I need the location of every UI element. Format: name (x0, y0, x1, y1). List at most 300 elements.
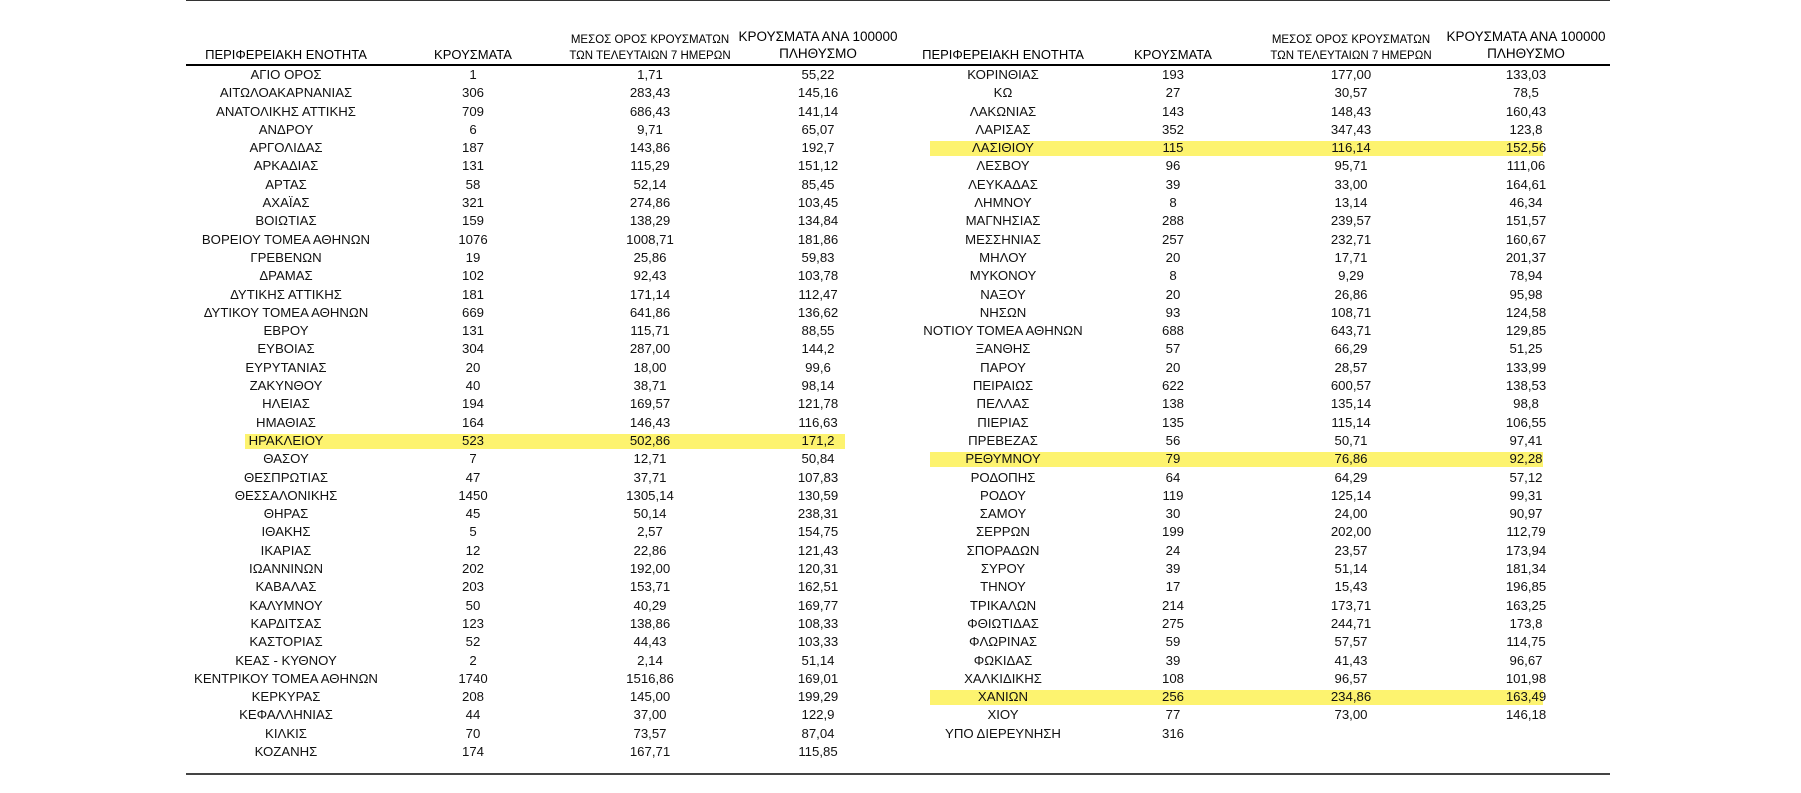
table-row (0, 432, 1801, 450)
avg7-cell: 643,71 (1330, 323, 1372, 339)
table-row (0, 633, 1801, 651)
region-cell: ΚΑΣΤΟΡΙΑΣ (249, 634, 323, 650)
table-row (0, 414, 1801, 432)
per100k-cell: 114,75 (1506, 634, 1546, 650)
per100k-cell: 103,45 (797, 195, 839, 211)
cases-cell: 321 (461, 195, 484, 211)
per100k-cell: 138,53 (1505, 378, 1547, 394)
table-row (0, 286, 1801, 304)
avg7-cell: 95,71 (1334, 158, 1368, 174)
cases-cell: 77 (1165, 707, 1181, 723)
avg7-cell: 239,57 (1330, 213, 1372, 229)
per100k-cell: 101,98 (1505, 670, 1547, 686)
per100k-cell: 107,83 (797, 469, 839, 485)
cases-cell: 288 (1161, 213, 1184, 229)
region-cell: ΘΗΡΑΣ (263, 506, 309, 522)
bottom-rule (186, 773, 1610, 775)
per100k-cell: 141,14 (797, 103, 839, 119)
avg7-cell: 40,29 (633, 597, 667, 613)
table-row (0, 359, 1801, 377)
region-cell: ΛΑΡΙΣΑΣ (975, 121, 1031, 137)
per100k-cell: 85,45 (801, 176, 835, 192)
region-cell: ΣΥΡΟΥ (980, 561, 1026, 577)
per100k-cell: 196,85 (1505, 579, 1547, 595)
per100k-cell: 133,03 (1505, 67, 1547, 82)
avg7-cell: 116,14 (1331, 140, 1371, 156)
region-cell: ΗΡΑΚΛΕΙΟΥ (248, 432, 324, 448)
avg7-cell: 145,00 (629, 689, 671, 705)
avg7-cell: 138,29 (629, 213, 671, 229)
per100k-cell: 162,51 (797, 579, 839, 595)
cases-cell: 304 (461, 341, 484, 357)
cases-cell: 50 (465, 597, 481, 613)
per100k-cell: 160,67 (1505, 231, 1547, 247)
per100k-cell: 134,84 (797, 213, 839, 229)
avg7-cell: 9,29 (1338, 268, 1364, 284)
cases-cell: 102 (461, 268, 484, 284)
avg7-cell: 73,57 (633, 725, 667, 741)
table-row (0, 597, 1801, 615)
cases-cell: 52 (465, 634, 481, 650)
cases-cell: 203 (461, 579, 484, 595)
per100k-cell: 129,85 (1505, 323, 1547, 339)
region-cell: ΜΗΛΟΥ (979, 249, 1027, 265)
per100k-cell: 57,12 (1509, 469, 1543, 485)
cases-cell: 275 (1161, 615, 1184, 631)
cases-cell: 709 (461, 103, 484, 119)
avg7-cell: 125,14 (1330, 487, 1372, 503)
avg7-cell: 1,71 (637, 67, 663, 82)
cases-cell: 108 (1161, 670, 1184, 686)
avg7-cell: 44,43 (633, 634, 667, 650)
cases-cell: 20 (1165, 359, 1181, 375)
avg7-cell: 108,71 (1330, 304, 1372, 320)
header-per100k-left-line1: ΚΡΟΥΣΜΑΤΑ ΑΝΑ 100000 (738, 29, 898, 44)
per100k-cell: 164,61 (1505, 176, 1547, 192)
table-row (0, 103, 1801, 121)
avg7-cell: 177,00 (1330, 67, 1372, 82)
cases-cell: 159 (461, 213, 484, 229)
region-cell: ΚΟΡΙΝΘΙΑΣ (967, 67, 1039, 82)
region-cell: ΚΕΝΤΡΙΚΟΥ ΤΟΜΕΑ ΑΘΗΝΩΝ (194, 670, 378, 686)
cases-cell: 194 (461, 396, 484, 412)
header-per100k-right-line1: ΚΡΟΥΣΜΑΤΑ ΑΝΑ 100000 (1446, 29, 1606, 44)
region-cell: ΑΓΙΟ ΟΡΟΣ (250, 67, 322, 82)
avg7-cell: 92,43 (633, 268, 667, 284)
region-cell: ΚΑΡΔΙΤΣΑΣ (250, 615, 322, 631)
region-cell: ΚΕΡΚΥΡΑΣ (251, 689, 321, 705)
avg7-cell: 57,57 (1334, 634, 1368, 650)
region-cell: ΡΟΔΟΥ (980, 487, 1026, 503)
per100k-cell: 121,43 (797, 542, 839, 558)
cases-cell: 164 (461, 414, 484, 430)
cases-cell: 8 (1169, 268, 1177, 284)
region-cell: ΛΕΥΚΑΔΑΣ (968, 176, 1038, 192)
cases-cell: 17 (1165, 579, 1181, 595)
region-cell: ΛΕΣΒΟΥ (976, 158, 1030, 174)
avg7-cell: 1305,14 (626, 487, 674, 503)
per100k-cell: 108,33 (797, 615, 839, 631)
avg7-cell: 146,43 (629, 414, 671, 430)
per100k-cell: 120,31 (797, 561, 839, 577)
per100k-cell: 116,63 (798, 414, 838, 430)
table-row (0, 304, 1801, 322)
per100k-cell: 55,22 (801, 67, 835, 82)
per100k-cell: 171,2 (801, 432, 835, 448)
avg7-cell: 171,14 (629, 286, 671, 302)
avg7-cell: 274,86 (629, 195, 671, 211)
per100k-cell: 146,18 (1505, 707, 1547, 723)
cases-cell: 59 (1165, 634, 1181, 650)
per100k-cell: 181,86 (797, 231, 839, 247)
avg7-cell: 96,57 (1334, 670, 1368, 686)
cases-cell: 1076 (458, 231, 488, 247)
avg7-cell: 23,57 (1334, 542, 1368, 558)
cases-cell: 12 (465, 542, 481, 558)
table-row (0, 615, 1801, 633)
region-cell: ΜΥΚΟΝΟΥ (969, 268, 1037, 284)
per100k-cell: 65,07 (801, 121, 835, 137)
per100k-cell: 169,77 (797, 597, 839, 613)
avg7-cell: 22,86 (633, 542, 667, 558)
avg7-cell: 76,86 (1334, 451, 1368, 467)
avg7-cell: 37,00 (633, 707, 667, 723)
region-cell: ΔΥΤΙΚΗΣ ΑΤΤΙΚΗΣ (230, 286, 342, 302)
region-cell: ΛΗΜΝΟΥ (974, 195, 1032, 211)
region-cell: ΛΑΣΙΘΙΟΥ (972, 140, 1034, 156)
per100k-cell: 59,83 (801, 249, 835, 265)
table-row (0, 139, 1801, 157)
avg7-cell: 232,71 (1330, 231, 1372, 247)
per100k-cell: 163,25 (1505, 597, 1547, 613)
cases-cell: 115 (1162, 140, 1184, 156)
table-row (0, 121, 1801, 139)
region-cell: ΑΝΑΤΟΛΙΚΗΣ ΑΤΤΙΚΗΣ (216, 103, 356, 119)
avg7-cell: 234,86 (1330, 689, 1372, 705)
region-cell: ΣΠΟΡΑΔΩΝ (966, 542, 1040, 558)
cases-cell: 93 (1165, 304, 1181, 320)
region-cell: ΠΑΡΟΥ (980, 359, 1026, 375)
table-row (0, 66, 1801, 84)
region-cell: ΧΑΛΚΙΔΙΚΗΣ (964, 670, 1042, 686)
per100k-cell: 98,14 (801, 378, 835, 394)
region-cell: ΙΘΑΚΗΣ (261, 524, 311, 540)
cases-cell: 58 (465, 176, 481, 192)
region-cell: ΤΡΙΚΑΛΩΝ (969, 597, 1037, 613)
region-cell: ΘΕΣΠΡΩΤΙΑΣ (243, 469, 329, 485)
per100k-cell: 133,99 (1505, 359, 1547, 375)
cases-cell: 669 (461, 304, 484, 320)
region-cell: ΑΡΚΑΔΙΑΣ (253, 158, 319, 174)
avg7-cell: 50,14 (633, 506, 667, 522)
region-cell: ΦΛΩΡΙΝΑΣ (968, 634, 1038, 650)
cases-cell: 96 (1165, 158, 1181, 174)
region-cell: ΙΚΑΡΙΑΣ (260, 542, 312, 558)
avg7-cell: 33,00 (1334, 176, 1368, 192)
cases-cell: 8 (1169, 195, 1177, 211)
header-cases-right: ΚΡΟΥΣΜΑΤΑ (1134, 47, 1212, 62)
cases-cell: 208 (461, 689, 484, 705)
region-cell: ΑΙΤΩΛΟΑΚΑΡΝΑΝΙΑΣ (219, 85, 353, 101)
avg7-cell: 135,14 (1330, 396, 1372, 412)
per100k-cell: 136,62 (797, 304, 839, 320)
cases-cell: 688 (1161, 323, 1184, 339)
per100k-cell: 163,49 (1505, 689, 1547, 705)
avg7-cell: 1008,71 (626, 231, 674, 247)
region-cell: ΝΗΣΩΝ (979, 304, 1027, 320)
avg7-cell: 283,43 (629, 85, 671, 101)
avg7-cell: 153,71 (629, 579, 671, 595)
table-row (0, 340, 1801, 358)
avg7-cell: 347,43 (1330, 121, 1372, 137)
per100k-cell: 160,43 (1505, 103, 1547, 119)
region-cell: ΣΕΡΡΩΝ (976, 524, 1030, 540)
table-row (0, 249, 1801, 267)
table-row (0, 578, 1801, 596)
avg7-cell: 17,71 (1334, 249, 1368, 265)
region-cell: ΣΑΜΟΥ (979, 506, 1027, 522)
cases-cell: 187 (461, 140, 484, 156)
cases-cell: 181 (461, 286, 484, 302)
per100k-cell: 121,78 (797, 396, 839, 412)
avg7-cell: 26,86 (1334, 286, 1368, 302)
region-cell: ΡΕΘΥΜΝΟΥ (965, 451, 1041, 467)
avg7-cell: 2,57 (637, 524, 663, 540)
region-cell: ΙΩΑΝΝΙΝΩΝ (249, 561, 323, 577)
table-row (0, 652, 1801, 670)
region-cell: ΠΕΙΡΑΙΩΣ (972, 378, 1034, 394)
per100k-cell: 96,67 (1509, 652, 1543, 668)
header-per100k-left-line2: ΠΛΗΘΥΣΜΟ (779, 46, 857, 61)
per100k-cell: 51,25 (1509, 341, 1543, 357)
cases-cell: 57 (1165, 341, 1181, 357)
region-cell: ΜΑΓΝΗΣΙΑΣ (965, 213, 1041, 229)
region-cell: ΝΟΤΙΟΥ ΤΟΜΕΑ ΑΘΗΝΩΝ (923, 323, 1083, 339)
table-row (0, 212, 1801, 230)
avg7-cell: 115,14 (1331, 414, 1371, 430)
per100k-cell: 99,6 (805, 359, 831, 375)
avg7-cell: 64,29 (1334, 469, 1368, 485)
table-row (0, 706, 1801, 724)
table-row (0, 231, 1801, 249)
cases-cell: 306 (461, 85, 484, 101)
cases-cell: 7 (469, 451, 477, 467)
region-cell: ΑΝΔΡΟΥ (258, 121, 314, 137)
cases-cell: 20 (465, 359, 481, 375)
cases-cell: 20 (1165, 286, 1181, 302)
cases-cell: 45 (465, 506, 481, 522)
avg7-cell: 41,43 (1334, 652, 1368, 668)
region-cell: ΑΧΑΪΑΣ (262, 195, 310, 211)
cases-cell: 193 (1161, 67, 1184, 82)
cases-cell: 20 (1165, 249, 1181, 265)
cases-cell: 2 (469, 652, 477, 668)
region-cell: ΑΡΤΑΣ (265, 176, 307, 192)
avg7-cell: 686,43 (629, 103, 671, 119)
per100k-cell: 201,37 (1505, 249, 1547, 265)
cases-cell: 70 (465, 725, 481, 741)
per100k-cell: 152,56 (1505, 140, 1547, 156)
per100k-cell: 78,5 (1513, 85, 1539, 101)
avg7-cell: 15,43 (1334, 579, 1368, 595)
avg7-cell: 641,86 (629, 304, 671, 320)
header-avg-right-line2: ΤΩΝ ΤΕΛΕΥΤΑΙΩΝ 7 ΗΜΕΡΩΝ (1270, 50, 1432, 62)
table-row (0, 670, 1801, 688)
table-row (0, 84, 1801, 102)
region-cell: ΧΑΝΙΩΝ (977, 689, 1029, 705)
table-row (0, 194, 1801, 212)
cases-cell: 199 (1161, 524, 1184, 540)
cases-cell: 64 (1165, 469, 1181, 485)
cases-cell: 79 (1165, 451, 1181, 467)
per100k-cell: 46,34 (1509, 195, 1543, 211)
table-row (0, 322, 1801, 340)
region-cell: ΞΑΝΘΗΣ (975, 341, 1031, 357)
header-cases-left: ΚΡΟΥΣΜΑΤΑ (434, 47, 512, 62)
region-cell: ΚΑΛΥΜΝΟΥ (249, 597, 323, 613)
per100k-cell: 90,97 (1509, 506, 1543, 522)
avg7-cell: 173,71 (1330, 597, 1372, 613)
cases-cell: 44 (465, 707, 481, 723)
header-region-right: ΠΕΡΙΦΕΡΕΙΑΚΗ ΕΝΟΤΗΤΑ (922, 47, 1084, 62)
region-cell: ΕΥΡΥΤΑΝΙΑΣ (245, 359, 327, 375)
per100k-cell: 78,94 (1509, 268, 1543, 284)
per100k-cell: 130,59 (797, 487, 839, 503)
region-cell: ΚΩ (993, 85, 1013, 101)
avg7-cell: 24,00 (1334, 506, 1368, 522)
avg7-cell: 115,71 (630, 323, 670, 339)
avg7-cell: 138,86 (629, 615, 671, 631)
region-cell: ΑΡΓΟΛΙΔΑΣ (249, 140, 323, 156)
per100k-cell: 144,2 (801, 341, 835, 357)
per100k-cell: 199,29 (797, 689, 839, 705)
per100k-cell: 99,31 (1509, 487, 1543, 503)
per100k-cell: 92,28 (1509, 451, 1543, 467)
cases-cell: 19 (465, 249, 481, 265)
cases-cell: 1 (469, 67, 477, 82)
region-cell: ΓΡΕΒΕΝΩΝ (250, 249, 322, 265)
region-cell: ΧΙΟΥ (987, 707, 1019, 723)
table-row (0, 725, 1801, 743)
per100k-cell: 145,16 (797, 85, 839, 101)
avg7-cell: 1516,86 (626, 670, 674, 686)
cases-cell: 202 (461, 561, 484, 577)
table-row (0, 743, 900, 761)
cases-cell: 138 (1161, 396, 1184, 412)
header-per100k-right-line2: ΠΛΗΘΥΣΜΟ (1487, 46, 1565, 61)
region-cell: ΝΑΞΟΥ (980, 286, 1026, 302)
region-cell: ΠΡΕΒΕΖΑΣ (968, 432, 1038, 448)
region-cell: ΘΑΣΟΥ (263, 451, 309, 467)
region-cell: ΒΟΡΕΙΟΥ ΤΟΜΕΑ ΑΘΗΝΩΝ (201, 231, 371, 247)
header-avg-left-line1: ΜΕΣΟΣ ΟΡΟΣ ΚΡΟΥΣΜΑΤΩΝ (570, 34, 730, 46)
per100k-cell: 112,47 (798, 286, 838, 302)
region-cell: ΗΜΑΘΙΑΣ (256, 414, 316, 430)
cases-cell: 257 (1161, 231, 1184, 247)
region-cell: ΚΕΑΣ - ΚΥΘΝΟΥ (235, 652, 337, 668)
per100k-cell: 103,33 (797, 634, 839, 650)
region-cell: ΒΟΙΩΤΙΑΣ (255, 213, 317, 229)
region-cell: ΚΙΛΚΙΣ (265, 725, 307, 741)
table-row (0, 542, 1801, 560)
per100k-cell: 112,79 (1506, 524, 1546, 540)
cases-cell: 24 (1165, 542, 1181, 558)
cases-cell: 39 (1165, 652, 1181, 668)
cases-cell: 30 (1165, 506, 1181, 522)
cases-cell: 143 (1161, 103, 1184, 119)
per100k-cell: 238,31 (797, 506, 839, 522)
per100k-cell: 97,41 (1509, 432, 1543, 448)
region-cell: ΦΩΚΙΔΑΣ (973, 652, 1033, 668)
header-region-left: ΠΕΡΙΦΕΡΕΙΑΚΗ ΕΝΟΤΗΤΑ (205, 47, 367, 62)
cases-cell: 135 (1161, 414, 1184, 430)
region-cell: ΚΟΖΑΝΗΣ (254, 743, 318, 759)
avg7-cell: 73,00 (1334, 707, 1368, 723)
cases-cell: 6 (469, 121, 477, 137)
per100k-cell: 98,8 (1513, 396, 1539, 412)
region-cell: ΔΥΤΙΚΟΥ ΤΟΜΕΑ ΑΘΗΝΩΝ (203, 304, 369, 320)
cases-cell: 47 (465, 469, 481, 485)
avg7-cell: 287,00 (629, 341, 671, 357)
region-cell: ΜΕΣΣΗΝΙΑΣ (965, 231, 1041, 247)
avg7-cell: 244,71 (1330, 615, 1372, 631)
region-cell: ΗΛΕΙΑΣ (262, 396, 310, 412)
region-cell: ΠΕΛΛΑΣ (976, 396, 1030, 412)
avg7-cell: 28,57 (1334, 359, 1368, 375)
cases-cell: 352 (1161, 121, 1184, 137)
cases-cell: 1740 (458, 670, 488, 686)
per100k-cell: 122,9 (801, 707, 835, 723)
cases-cell: 39 (1165, 176, 1181, 192)
cases-cell: 316 (1161, 725, 1184, 741)
cases-cell: 214 (1161, 597, 1184, 613)
cases-cell: 119 (1162, 487, 1184, 503)
table-row (0, 157, 1801, 175)
avg7-cell: 167,71 (629, 743, 671, 759)
avg7-cell: 502,86 (629, 432, 671, 448)
per100k-cell: 192,7 (801, 140, 835, 156)
per100k-cell: 88,55 (801, 323, 835, 339)
region-cell: ΘΕΣΣΑΛΟΝΙΚΗΣ (234, 487, 338, 503)
avg7-cell: 38,71 (633, 378, 667, 394)
avg7-cell: 30,57 (1334, 85, 1368, 101)
avg7-cell: 13,14 (1334, 195, 1368, 211)
avg7-cell: 52,14 (633, 176, 667, 192)
cases-cell: 27 (1165, 85, 1181, 101)
avg7-cell: 12,71 (633, 451, 667, 467)
avg7-cell: 115,29 (630, 158, 670, 174)
avg7-cell: 66,29 (1334, 341, 1368, 357)
region-cell: ΛΑΚΩΝΙΑΣ (969, 103, 1037, 119)
per100k-cell: 124,58 (1505, 304, 1547, 320)
per100k-cell: 50,84 (801, 451, 835, 467)
cases-cell: 1450 (458, 487, 488, 503)
region-cell: ΔΡΑΜΑΣ (259, 268, 313, 284)
table-row (0, 176, 1801, 194)
avg7-cell: 192,00 (629, 561, 671, 577)
top-rule (186, 0, 1610, 1)
region-cell: ΕΥΒΟΙΑΣ (257, 341, 315, 357)
per100k-cell: 151,57 (1505, 213, 1547, 229)
table-row (0, 505, 1801, 523)
per100k-cell: 151,12 (797, 158, 839, 174)
per100k-cell: 111,06 (1506, 158, 1546, 174)
cases-cell: 256 (1161, 689, 1184, 705)
per100k-cell: 106,55 (1505, 414, 1547, 430)
avg7-cell: 169,57 (629, 396, 671, 412)
per100k-cell: 154,75 (797, 524, 839, 540)
per100k-cell: 181,34 (1505, 561, 1547, 577)
